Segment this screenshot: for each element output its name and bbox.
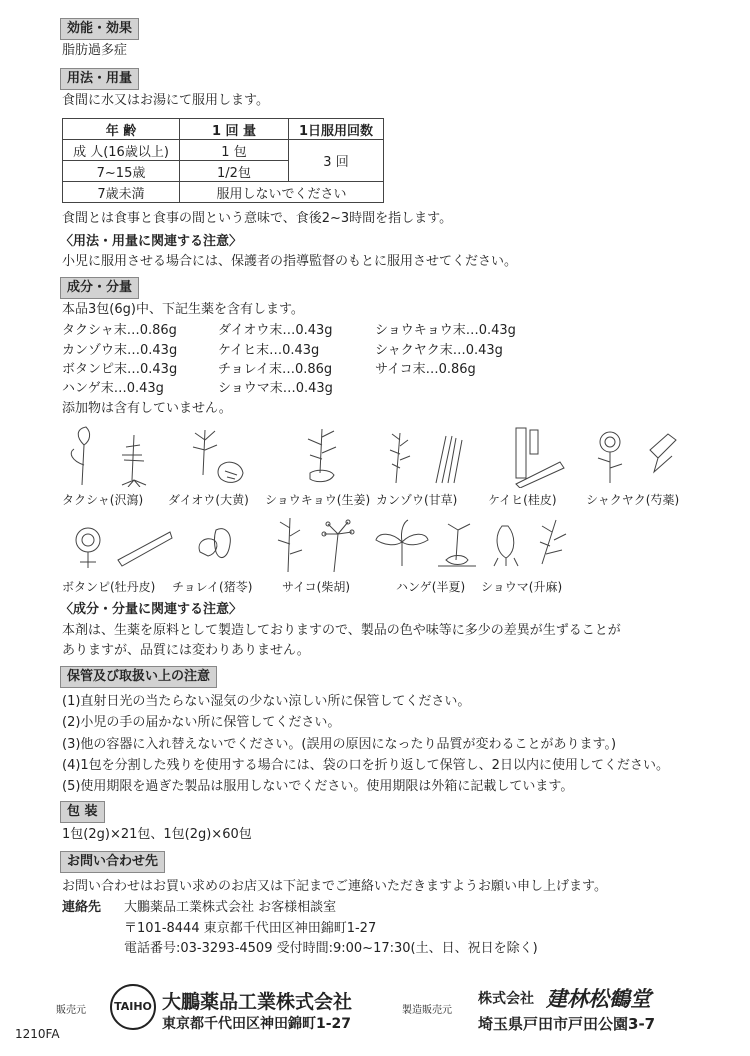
storage-item: (4)1包を分割した残りを使用する場合には、袋の口を折り返して保管し、2日以内に使用してください。: [62, 758, 669, 773]
ingredient-item: ダイオウ末…0.43g: [218, 323, 333, 338]
seller-address: 東京都千代田区神田錦町1-27: [162, 1016, 352, 1032]
herb-label: シャクヤク(芍薬): [586, 493, 680, 507]
ingredient-item: ショウキョウ末…0.43g: [375, 323, 516, 338]
herb-illustration-shokyo: [290, 425, 350, 487]
efficacy-heading: 効能・効果: [60, 18, 139, 40]
table-cell-times: 3 回: [289, 140, 384, 182]
herb-label: チョレイ(猪苓): [172, 580, 253, 594]
table-cell-age: 7~15歳: [63, 161, 180, 182]
storage-item: (5)使用期限を過ぎた製品は服用しないでください。使用期限は外箱に記載しています。: [62, 779, 574, 794]
herb-illustration-keihi: [506, 426, 568, 488]
contact-address: 〒101-8444 東京都千代田区神田錦町1-27: [124, 921, 377, 936]
herb-label: ダイオウ(大黄): [168, 493, 249, 507]
herb-illustration-chorei: [190, 522, 240, 568]
product-code: 1210FA: [15, 1027, 60, 1041]
contact-heading: お問い合わせ先: [60, 851, 165, 873]
table-cell-age: 7歳未満: [63, 182, 180, 203]
seller-name: 大鵬薬品工業株式会社: [162, 991, 353, 1013]
taiho-logo: TAIHO: [110, 984, 156, 1030]
usage-related-heading: 〈用法・用量に関連する注意〉: [60, 234, 243, 249]
table-cell-age: 成 人(16歳以上): [63, 140, 180, 161]
table-header-age: 年 齢: [63, 119, 180, 140]
ingredient-item: ハンゲ末…0.43g: [62, 381, 164, 396]
table-header-times: 1日服用回数: [289, 119, 384, 140]
contact-company: 大鵬薬品工業株式会社 お客様相談室: [124, 900, 337, 915]
maker-label: 製造販売元: [402, 1005, 452, 1016]
maker-address: 埼玉県戸田市戸田公園3-7: [478, 1015, 656, 1033]
contact-phone: 電話番号:03-3293-4509 受付時間:9:00~17:30(土、日、祝日を除く): [124, 941, 538, 956]
herb-label: カンゾウ(甘草): [376, 493, 458, 507]
table-header-dose: 1 回 量: [180, 119, 289, 140]
herb-illustration-hange: [372, 518, 432, 568]
ingredient-item: シャクヤク末…0.43g: [375, 343, 503, 358]
herb-illustration-hange-root: [432, 520, 482, 568]
storage-item: (3)他の容器に入れ替えないでください。(誤用の原因になったり品質が変わることがあります。): [62, 737, 617, 752]
herb-label: ショウキョウ(生姜): [265, 493, 371, 507]
herb-label: ショウマ(升麻): [481, 580, 563, 594]
maker-name: 建林松鶴堂: [546, 986, 651, 1011]
table-cell-dose: 1/2包: [180, 161, 289, 182]
storage-heading: 保管及び取扱い上の注意: [60, 666, 217, 688]
contact-intro: お問い合わせはお買い求めのお店又は下記までご連絡いただきますようお願い申し上げます。: [62, 879, 607, 894]
herb-label: ケイヒ(桂皮): [488, 493, 557, 507]
storage-item: (1)直射日光の当たらない湿気の少ない涼しい所に保管してください。: [62, 694, 471, 709]
efficacy-text: 脂肪過多症: [62, 43, 128, 58]
ingredient-item: チョレイ末…0.86g: [218, 362, 333, 377]
table-cell-dose: 服用しないでください: [180, 182, 384, 203]
ingredient-item: サイコ末…0.86g: [375, 362, 476, 377]
ingredients-intro: 本品3包(6g)中、下記生薬を含有します。: [62, 302, 304, 317]
usage-intro: 食間に水又はお湯にて服用します。: [62, 93, 269, 108]
ingredients-related-line: 本剤は、生薬を原料として製造しておりますので、製品の色や味等に多少の差異が生ずることが: [62, 623, 621, 638]
contact-label: 連絡先: [62, 900, 102, 915]
ingredient-item: ケイヒ末…0.43g: [218, 343, 320, 358]
usage-related-text: 小児に服用させる場合には、保護者の指導監督のもとに服用させてください。: [62, 254, 518, 269]
ingredient-item: カンゾウ末…0.43g: [62, 343, 178, 358]
ingredient-item: タクシャ末…0.86g: [62, 323, 177, 338]
herb-label: ハンゲ(半夏): [396, 580, 466, 594]
storage-item: (2)小児の手の届かない所に保管してください。: [62, 715, 341, 730]
herb-illustration-botanpi: [66, 518, 176, 570]
herb-illustration-saiko: [272, 514, 372, 574]
ingredients-related-heading: 〈成分・分量に関連する注意〉: [60, 602, 243, 617]
herb-illustration-takusha: [62, 425, 162, 487]
herb-label: ボタンピ(牡丹皮): [62, 580, 156, 594]
package-text: 1包(2g)×21包、1包(2g)×60包: [62, 827, 252, 842]
usage-note: 食間とは食事と食事の間という意味で、食後2~3時間を指します。: [62, 211, 453, 226]
table-cell-dose: 1 包: [180, 140, 289, 161]
herb-illustration-kanzo: [376, 428, 476, 488]
seller-label: 販売元: [56, 1005, 86, 1016]
ingredients-additive: 添加物は含有していません。: [62, 401, 232, 416]
ingredients-related-line: ありますが、品質には変わりありません。: [62, 643, 310, 658]
dosage-table: [62, 118, 384, 203]
package-heading: 包 装: [60, 801, 105, 823]
maker-prefix: 株式会社: [478, 991, 534, 1007]
herb-illustration-shakuyaku: [588, 428, 680, 488]
herb-illustration-daio: [185, 425, 247, 487]
herb-label: タクシャ(沢瀉): [62, 493, 144, 507]
ingredients-heading: 成分・分量: [60, 277, 139, 299]
usage-heading: 用法・用量: [60, 68, 139, 90]
herb-label: サイコ(柴胡): [282, 580, 351, 594]
herb-illustration-shoma: [484, 516, 578, 568]
ingredient-item: ショウマ末…0.43g: [218, 381, 333, 396]
ingredient-item: ボタンピ末…0.43g: [62, 362, 178, 377]
